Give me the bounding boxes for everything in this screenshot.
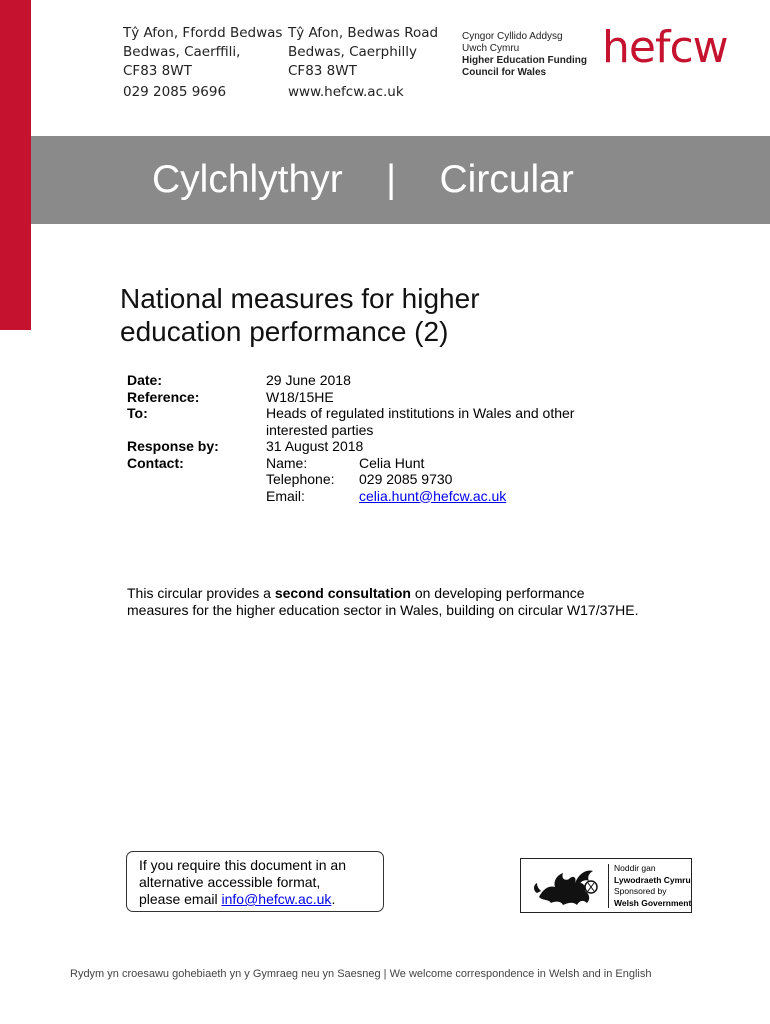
to-value [266,405,626,438]
response-value: 31 August 2018 [266,438,364,454]
intro-text-after: on developing performance measures for the higher education sector in Wales, building on circular W17/37HE. [127,585,639,618]
intro-text-bold: second consultation [274,585,411,601]
intro-text-before: This circular provides a [127,585,275,601]
council-welsh-line-1: Cyngor Cyllido Addysg [462,31,563,42]
address-english-line-1: Tŷ Afon, Bedwas Road [288,25,439,41]
address-english-line-3: CF83 8WT [288,63,357,79]
accessibility-line-3-prefix: please email [139,891,222,907]
accessibility-line-3-suffix: . [331,891,336,907]
council-english-line-1: Higher Education Funding [462,55,587,66]
intro-paragraph [127,585,647,619]
reference-label: Reference: [127,388,200,405]
accessibility-line-2: alternative accessible format, [139,874,321,890]
side-accent-bar [0,0,31,330]
footer-language-note: Rydym yn croesawu gohebiaeth yn y Gymraeg neu yn Saesneg | We welcome correspondence in Welsh and in English [70,968,652,980]
document-title [120,282,680,348]
email-label: Email: [266,487,305,504]
wg-line-1: Noddir gan [614,863,656,873]
circular-details [127,372,626,504]
contact-value [266,455,626,505]
address-welsh-line-1: Tŷ Afon, Ffordd Bedwas [123,25,283,41]
to-value-line-1: Heads of regulated institutions in Wales and other [266,405,575,421]
address-welsh-line-3: CF83 8WT [123,63,192,79]
telephone-label: Telephone: [266,471,335,487]
council-welsh-line-2: Uwch Cymru [462,43,520,54]
to-label: To: [127,405,148,421]
wg-line-2: Lywodraeth Cymru [614,874,691,885]
banner-title: Cylchlythyr | Circular [152,158,574,201]
hefcw-logo: hefcw [602,22,728,73]
date-value: 29 June 2018 [266,372,351,388]
reference-value: W18/15HE [266,388,334,405]
document-title-line-1: National measures for higher [120,283,480,314]
document-title-line-2: education performance (2) [120,316,449,347]
accessibility-notice [126,851,384,912]
date-label: Date: [127,372,163,388]
name-value: Celia Hunt [359,454,425,471]
to-value-line-2: interested parties [266,421,374,438]
contact-label: Contact: [127,454,184,471]
wg-line-4: Welsh Government [614,897,692,908]
welsh-government-text [614,863,691,909]
welsh-government-divider [608,864,609,908]
address-english-line-2: Bedwas, Caerphilly [288,44,417,60]
contact-email-link[interactable]: celia.hunt@hefcw.ac.uk [359,487,507,504]
address-welsh [123,24,282,81]
accessibility-line-3 [139,891,371,908]
name-label: Name: [266,454,308,471]
accessibility-line-1: If you require this document in an [139,857,347,873]
council-name [462,31,587,79]
telephone-value: 029 2085 9730 [359,471,453,487]
welsh-government-logo [520,858,692,913]
header-website[interactable]: www.hefcw.ac.uk [288,84,404,100]
response-label: Response by: [127,438,219,454]
address-english [288,24,438,81]
wg-line-3: Sponsored by [614,886,667,896]
welsh-dragon-icon [531,863,601,909]
accessibility-email-link[interactable]: info@hefcw.ac.uk [221,891,332,907]
council-english-line-2: Council for Wales [462,67,547,78]
header-phone: 029 2085 9696 [123,84,227,100]
address-welsh-line-2: Bedwas, Caerffili, [123,44,241,60]
